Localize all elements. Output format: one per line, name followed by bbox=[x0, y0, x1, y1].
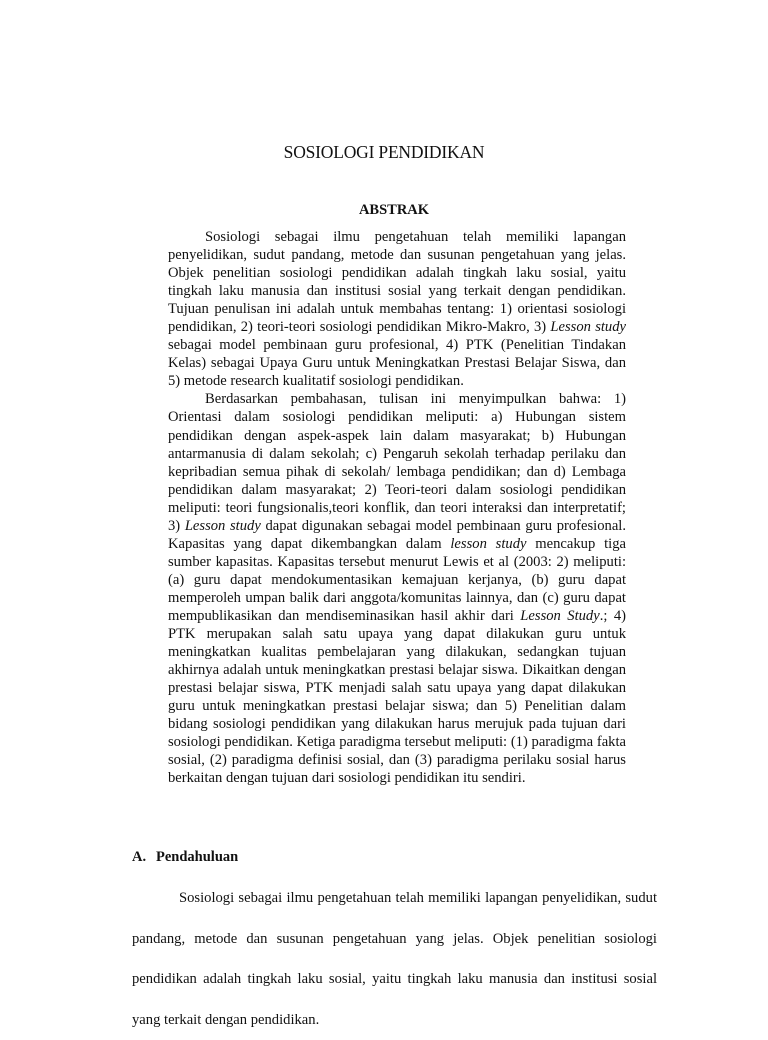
abstract-paragraph-2 bbox=[168, 390, 626, 787]
abstract-text: dapat digunakan sebagai model pembinaan guru profesional. Kapasitas yang dapat dikembangkan dalam bbox=[168, 517, 627, 552]
abstract-emphasis: lesson study bbox=[450, 535, 527, 552]
abstract-block bbox=[168, 228, 626, 787]
abstract-text: .; 4) PTK merupakan salah satu upaya yang dapat dilakukan guru untuk meningkatkan kualitas pembelajaran yang dilakukan, sedangkan tujuan akhirnya adalah untuk meningkatkan prestasi belajar siswa. Dikaitkan dengan prestasi belajar siswa, PTK menjadi salah satu upaya yang dapat dilakukan guru untuk meningkatkan prestasi belajar siswa; dan 5) Penelitian dalam bidang sosiologi pendidikan yang dilakukan harus merujuk pada tujuan dari sosiologi pendidikan. Ketiga paradigma tersebut meliputi: (1) paradigma fakta sosial, (2) paradigma definisi sosial, dan (3) paradigma perilaku sosial harus berkaitan dengan tujuan dari sosiologi pendidikan itu sendiri. bbox=[168, 607, 626, 787]
section-paragraph: Sosiologi sebagai ilmu pengetahuan telah memiliki lapangan penyelidikan, sudut pandang, metode dan susunan pengetahuan yang jelas. Objek penelitian sosiologi pendidikan adalah tingkah laku sosial, yaitu tingkah laku manusia dan institusi sosial yang terkait dengan pendidikan. bbox=[132, 890, 657, 1028]
abstract-emphasis: Lesson study bbox=[184, 517, 261, 534]
section-number: A. bbox=[132, 849, 147, 865]
abstract-emphasis: Lesson study bbox=[550, 319, 626, 336]
abstract-text: sebagai model pembinaan guru profesional, 4) PTK (Penelitian Tindakan Kelas) sebagai Upaya Guru untuk Meningkatkan Prestasi Belajar Siswa, dan 5) metode research kualitatif sosiologi pendidikan. bbox=[168, 337, 626, 390]
abstract-emphasis: Lesson Study bbox=[520, 607, 600, 624]
abstract-text: Berdasarkan pembahasan, tulisan ini menyimpulkan bahwa: 1) Orientasi dalam sosiologi pendidikan meliputi: a) Hubungan sistem pendidikan dengan aspek-aspek lain dalam masyarakat; b) Hubungan antarmanusia di dalam sekolah; c) Pengaruh sekolah terhadap perilaku dan kepribadian semua pihak di sekolah/ lembaga pendidikan; dan d) Lembaga pendidikan dalam masyarakat; 2) Teori-teori dalam sosiologi pendidikan meliputi: teori fungsionalis,teori konflik, dan teori interaksi dan interpretatif; 3) bbox=[168, 391, 626, 534]
document-title: SOSIOLOGI PENDIDIKAN bbox=[283, 142, 485, 162]
section-heading bbox=[132, 849, 238, 866]
section-title: Pendahuluan bbox=[156, 849, 239, 865]
abstract-text: mencakup tiga sumber kapasitas. Kapasitas tersebut menurut Lewis et al (2003: 2) meliputi: (a) guru dapat mendokumentasikan kemajuan kerjanya, (b) guru dapat memperoleh umpan balik dari anggota/komunitas lainnya, dan (c) guru dapat mempublikasikan dan mendiseminasikan hasil akhir dari bbox=[168, 535, 626, 624]
abstract-text: Sosiologi sebagai ilmu pengetahuan telah memiliki lapangan penyelidikan, sudut pandang, metode dan susunan pengetahuan yang jelas. Objek penelitian sosiologi pendidikan adalah tingkah laku sosial, yaitu tingkah laku manusia dan institusi sosial yang terkait dengan pendidikan. Tujuan penulisan ini adalah untuk membahas tentang: 1) orientasi sosiologi pendidikan, 2) teori-teori sosiologi pendidikan Mikro-Makro, 3) bbox=[168, 229, 626, 336]
abstract-paragraph-1 bbox=[168, 228, 626, 390]
abstract-heading: ABSTRAK bbox=[358, 202, 430, 218]
section-body bbox=[132, 878, 657, 1040]
